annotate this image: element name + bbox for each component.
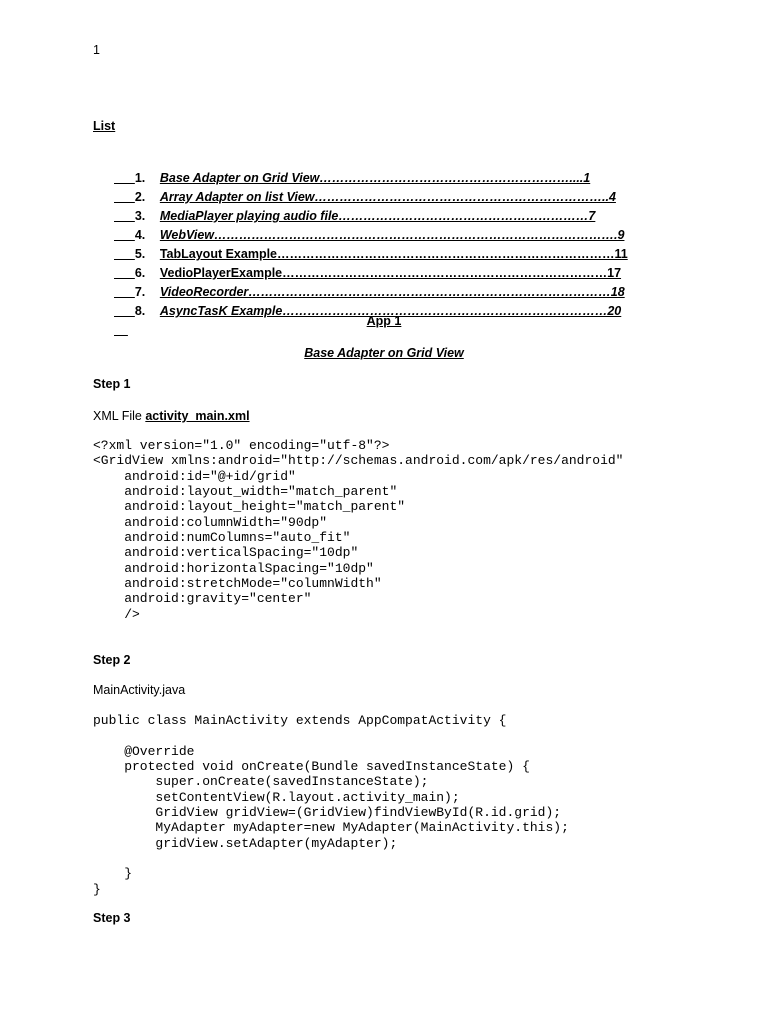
page-number: 1	[93, 43, 100, 57]
toc-item[interactable]	[114, 150, 628, 185]
java-file-label: MainActivity.java	[93, 683, 186, 697]
list-heading: List	[93, 119, 116, 133]
toc-item-title[interactable]: MediaPlayer playing audio file……………………………………………………7	[159, 209, 596, 223]
table-of-contents	[114, 150, 628, 318]
app-subtitle: Base Adapter on Grid View	[304, 346, 464, 360]
java-code-block: public class MainActivity extends AppCompatActivity { @Override protected void onCreate(Bundle savedInstanceState) { super.onCreate(savedInstanceState); setContentView(R.layout.activity_main); GridView gridView=(GridView)findViewById(R.id.grid); MyAdapter myAdapter=new MyAdapter(MainActivity.this); gridView.setAdapter(myAdapter); } }	[93, 713, 569, 897]
xml-file-label-prefix: XML File	[93, 409, 146, 423]
toc-item-title[interactable]: AsyncTasK Example……………………………………………………………………20	[159, 304, 622, 318]
toc-item-title[interactable]: WebView…………………………………………………………………………………….9	[159, 228, 625, 242]
toc-item-title[interactable]: Array Adapter on list View……………………………………………………………..4	[159, 190, 616, 204]
toc-item-title[interactable]: TabLayout Example………………………………………………………………………11	[159, 247, 628, 261]
toc-item-number: 1.	[134, 171, 146, 185]
toc-item-number: 6.	[134, 266, 146, 280]
xml-code-block: <?xml version="1.0" encoding="utf-8"?> <GridView xmlns:android="http://schemas.android.com/apk/res/android" android:id="@+id/grid" android:layout_width="match_parent" android:layout_height="match_parent" android:columnWidth="90dp" android:numColumns="auto_fit" android:verticalSpacing="10dp" android:horizontalSpacing="10dp" android:stretchMode="columnWidth" android:gravity="center" />	[93, 438, 624, 622]
toc-item-title[interactable]: Base Adapter on Grid View……………………………………………………....1	[159, 171, 591, 185]
toc-item-title[interactable]: VideoRecorder……………………………………………………………………………18	[159, 285, 625, 299]
step-1-heading: Step 1	[93, 377, 131, 391]
step-2-heading: Step 2	[93, 653, 131, 667]
toc-item-number: 3.	[134, 209, 146, 223]
toc-item-number: 2.	[134, 190, 146, 204]
step-3-heading: Step 3	[93, 911, 131, 925]
toc-item-number: 8.	[134, 304, 146, 318]
toc-item-title[interactable]: VedioPlayerExample……………………………………………………………………17	[159, 266, 622, 280]
xml-file-label	[93, 409, 250, 423]
toc-item-number: 4.	[134, 228, 146, 242]
app-title: App 1	[366, 314, 402, 328]
xml-file-name: activity_main.xml	[145, 409, 250, 423]
toc-item-number: 7.	[134, 285, 146, 299]
toc-item-number: 5.	[134, 247, 146, 261]
